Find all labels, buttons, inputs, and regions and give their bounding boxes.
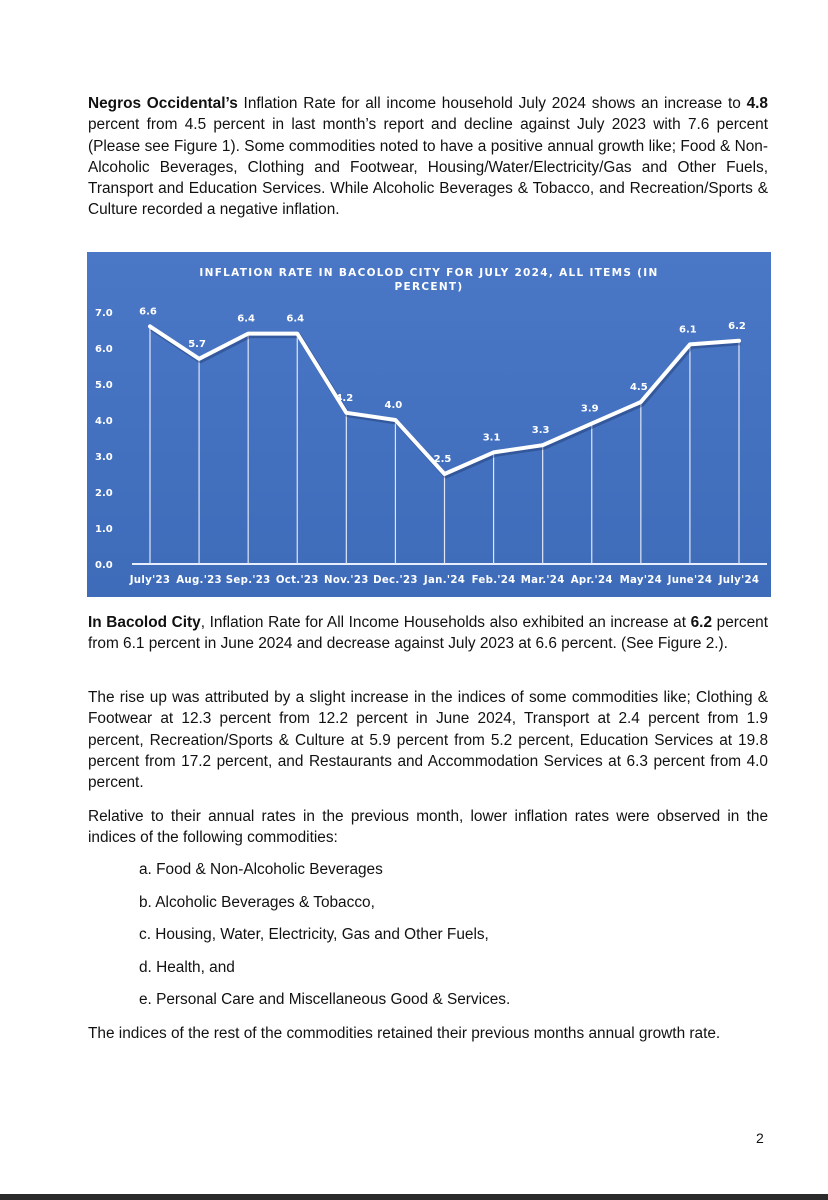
chart-title-line1: INFLATION RATE IN BACOLOD CITY FOR JULY 2024, ALL ITEMS (IN [199, 267, 659, 279]
x-category-label: May'24 [619, 575, 663, 586]
data-point [639, 401, 642, 404]
p1-text-b: percent from 4.5 percent in last month’s report and decline against July 2023 with 7.6 percent (Please see Figure 1). Some commodities noted to have a positive annual growth like; Food & Non-Alcoholic Beverages, Clothing and Footwear, Housing/Water/Electricity/Gas and Other Fuels, Transport and Education Services. While Alcoholic Beverages & Tobacco, and Recreation/Sports & Culture recorded a negative inflation. [88, 116, 768, 219]
inflation-line-chart [87, 252, 771, 597]
data-point [688, 343, 691, 346]
y-tick-label: 7.0 [95, 308, 113, 319]
x-category-label: Feb.'24 [471, 575, 516, 586]
x-category-label: Aug.'23 [176, 575, 222, 586]
data-point [492, 451, 495, 454]
data-point [296, 332, 299, 335]
list-item: e. Personal Care and Miscellaneous Good & Services. [139, 991, 511, 1008]
data-point [198, 357, 201, 360]
p2-rate-bold: 6.2 [690, 614, 713, 631]
x-category-label: July'24 [718, 575, 760, 586]
data-label: 3.1 [482, 432, 501, 444]
y-tick-label: 2.0 [95, 488, 113, 499]
y-tick-label: 0.0 [95, 560, 113, 571]
data-label: 4.0 [384, 400, 403, 411]
data-label: 3.9 [580, 403, 599, 415]
chart-title-line2: PERCENT) [394, 281, 464, 293]
data-point [443, 473, 446, 476]
paragraph-rise-attribution: The rise up was attributed by a slight increase in the indices of some commodities like; Clothing & Footwear at 12.3 percent from 12.2 percent in June 2024, Transport at 2.4 percent from 1.9 percent, Recreation/Sports & Culture at 5.9 percent from 5.2 percent, Education Services at 19.8 percent from 17.2 percent, and Restaurants and Accommodation Services at 6.3 percent from 4.0 percent. [88, 689, 768, 792]
data-label: 6.6 [139, 306, 157, 318]
data-label: 3.3 [531, 425, 550, 437]
y-tick-label: 6.0 [95, 344, 113, 355]
list-item: c. Housing, Water, Electricity, Gas and Other Fuels, [139, 926, 489, 943]
data-label: 4.5 [629, 382, 648, 393]
bottom-edge-bar [0, 1194, 828, 1200]
paragraph-lower-rates: Relative to their annual rates in the previous month, lower inflation rates were observed in the indices of the following commodities: [88, 808, 768, 847]
x-category-label: Dec.'23 [373, 575, 418, 586]
page-number: 2 [756, 1130, 764, 1146]
commodity-list [139, 859, 510, 1022]
p2-text-b: percent from 6.1 percent in June 2024 and decrease against July 2023 at 6.6 percent. (See Figure 2.). [88, 614, 768, 653]
list-item: b. Alcoholic Beverages & Tobacco, [139, 893, 375, 911]
list-item: a. Food & Non-Alcoholic Beverages [139, 861, 383, 878]
x-category-label: June'24 [667, 575, 713, 586]
data-label: 6.2 [728, 320, 746, 332]
data-label: 6.4 [237, 313, 256, 325]
data-label: 6.4 [286, 313, 305, 325]
y-tick-label: 4.0 [95, 416, 113, 427]
y-tick-label: 1.0 [95, 524, 113, 535]
y-tick-label: 5.0 [95, 380, 113, 391]
lead-bacolod-city: In Bacolod City [88, 614, 201, 631]
lead-negros-occidental: Negros Occidental’s [88, 95, 238, 112]
x-category-label: Oct.'23 [275, 575, 319, 586]
p1-text-a: Inflation Rate for all income household July 2024 shows an increase to [237, 95, 747, 112]
y-tick-label: 3.0 [95, 452, 113, 463]
x-category-label: Sep.'23 [225, 575, 271, 586]
data-point [394, 419, 397, 422]
data-point [149, 325, 152, 328]
data-label: 4.2 [335, 392, 354, 404]
data-label: 6.1 [679, 324, 697, 336]
data-point [590, 422, 593, 425]
x-category-label: Mar.'24 [520, 575, 565, 586]
paragraph-negros-occidental [88, 93, 768, 221]
x-category-label: Jan.'24 [423, 575, 466, 586]
p1-rate-bold: 4.8 [746, 95, 768, 112]
paragraph-retained-rates: The indices of the rest of the commodities retained their previous months annual growth rate. [88, 1025, 721, 1042]
x-category-label: Apr.'24 [570, 575, 613, 586]
series-line [150, 326, 739, 474]
data-point [247, 332, 250, 335]
data-point [541, 444, 544, 447]
paragraph-bacolod-city [88, 612, 768, 655]
list-item: d. Health, and [139, 958, 235, 976]
data-label: 2.5 [433, 454, 452, 465]
chart-svg [87, 252, 771, 597]
data-label: 5.7 [188, 338, 206, 350]
x-category-label: Nov.'23 [324, 575, 369, 586]
p2-text-a: , Inflation Rate for All Income Households also exhibited an increase at [200, 614, 691, 631]
data-point [345, 411, 348, 414]
x-category-label: July'23 [129, 575, 171, 586]
data-point [738, 339, 741, 342]
